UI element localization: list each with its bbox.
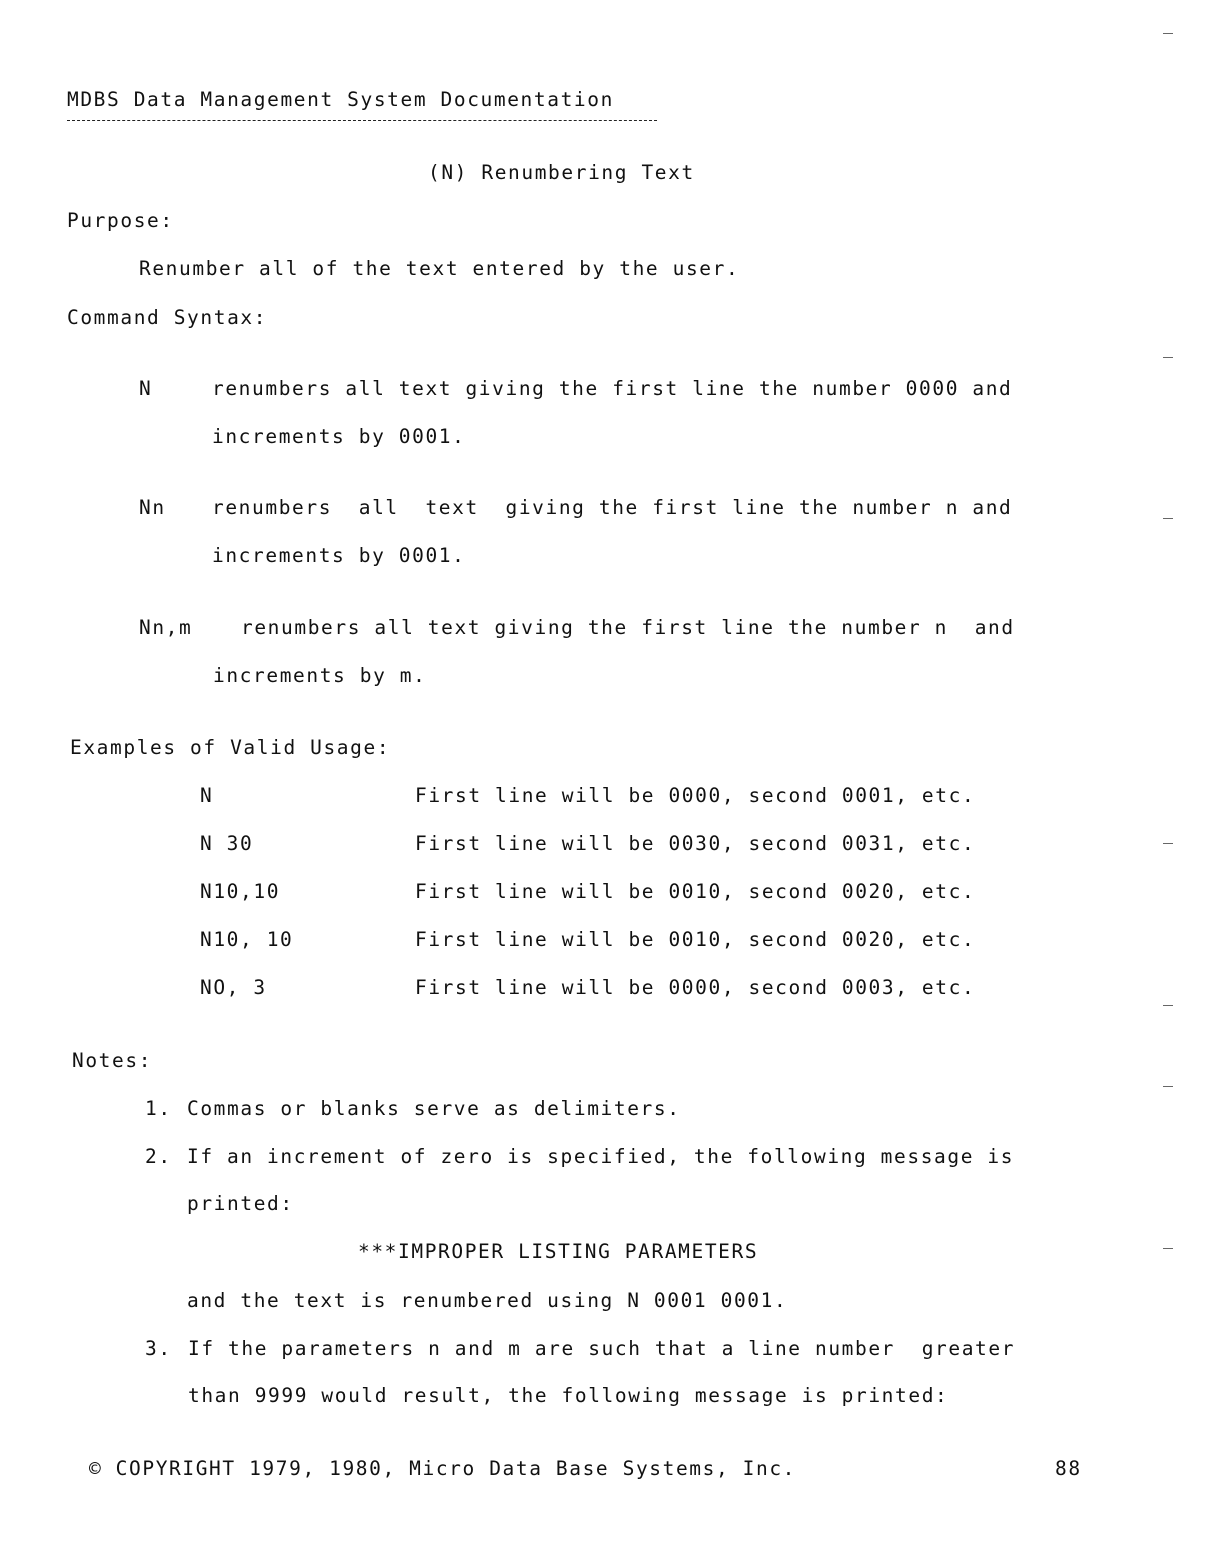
note-text-continued: and the text is renumbered using N 0001 0001.	[187, 1289, 788, 1312]
scan-mark	[1163, 1005, 1173, 1006]
note-number: 2.	[145, 1145, 172, 1168]
note-text-continued: printed:	[187, 1192, 294, 1215]
example-description: First line will be 0030, second 0031, etc.	[415, 832, 976, 855]
note-number: 3.	[145, 1337, 172, 1360]
examples-heading: Examples of Valid Usage:	[70, 736, 391, 759]
note-text-continued: than 9999 would result, the following message is printed:	[188, 1384, 949, 1407]
purpose-text: Renumber all of the text entered by the user.	[139, 257, 740, 280]
syntax-command: N	[139, 377, 153, 400]
notes-heading: Notes:	[72, 1049, 153, 1072]
syntax-description-continued: increments by 0001.	[212, 425, 466, 448]
syntax-description: renumbers all text giving the first line the number n and	[241, 616, 1015, 639]
example-description: First line will be 0000, second 0003, etc.	[415, 976, 976, 999]
syntax-description: renumbers all text giving the first line the number 0000 and	[212, 377, 1013, 400]
example-description: First line will be 0010, second 0020, etc.	[415, 928, 976, 951]
purpose-heading: Purpose:	[67, 209, 174, 232]
scan-mark	[1163, 1248, 1173, 1249]
scan-mark	[1163, 518, 1173, 519]
scan-mark	[1163, 1086, 1173, 1087]
syntax-description-continued: increments by m.	[213, 664, 427, 687]
example-description: First line will be 0010, second 0020, etc.	[415, 880, 976, 903]
scan-mark	[1163, 357, 1173, 358]
example-command: N	[200, 784, 214, 807]
note-text: Commas or blanks serve as delimiters.	[187, 1097, 681, 1120]
example-command: N 30	[200, 832, 254, 855]
scan-mark	[1163, 33, 1173, 34]
syntax-command: Nn	[139, 496, 166, 519]
syntax-heading: Command Syntax:	[67, 306, 268, 329]
example-description: First line will be 0000, second 0001, etc.	[415, 784, 976, 807]
copyright-notice: © COPYRIGHT 1979, 1980, Micro Data Base Systems, Inc.	[89, 1457, 797, 1480]
example-command: N10,10	[200, 880, 281, 903]
note-text: If an increment of zero is specified, the following message is	[187, 1145, 1015, 1168]
section-title: (N) Renumbering Text	[428, 161, 695, 184]
note-number: 1.	[145, 1097, 172, 1120]
example-command: N10, 10	[200, 928, 294, 951]
page-number: 88	[1055, 1457, 1082, 1480]
error-message: ***IMPROPER LISTING PARAMETERS	[358, 1240, 759, 1263]
syntax-description: renumbers all text giving the first line the number n and	[212, 496, 1013, 519]
header-underline	[67, 120, 657, 121]
scan-mark	[1163, 843, 1173, 844]
syntax-command: Nn,m	[139, 616, 193, 639]
syntax-description-continued: increments by 0001.	[212, 544, 466, 567]
note-text: If the parameters n and m are such that a line number greater	[188, 1337, 1016, 1360]
document-header-title: MDBS Data Management System Documentation	[67, 88, 614, 111]
example-command: NO, 3	[200, 976, 267, 999]
